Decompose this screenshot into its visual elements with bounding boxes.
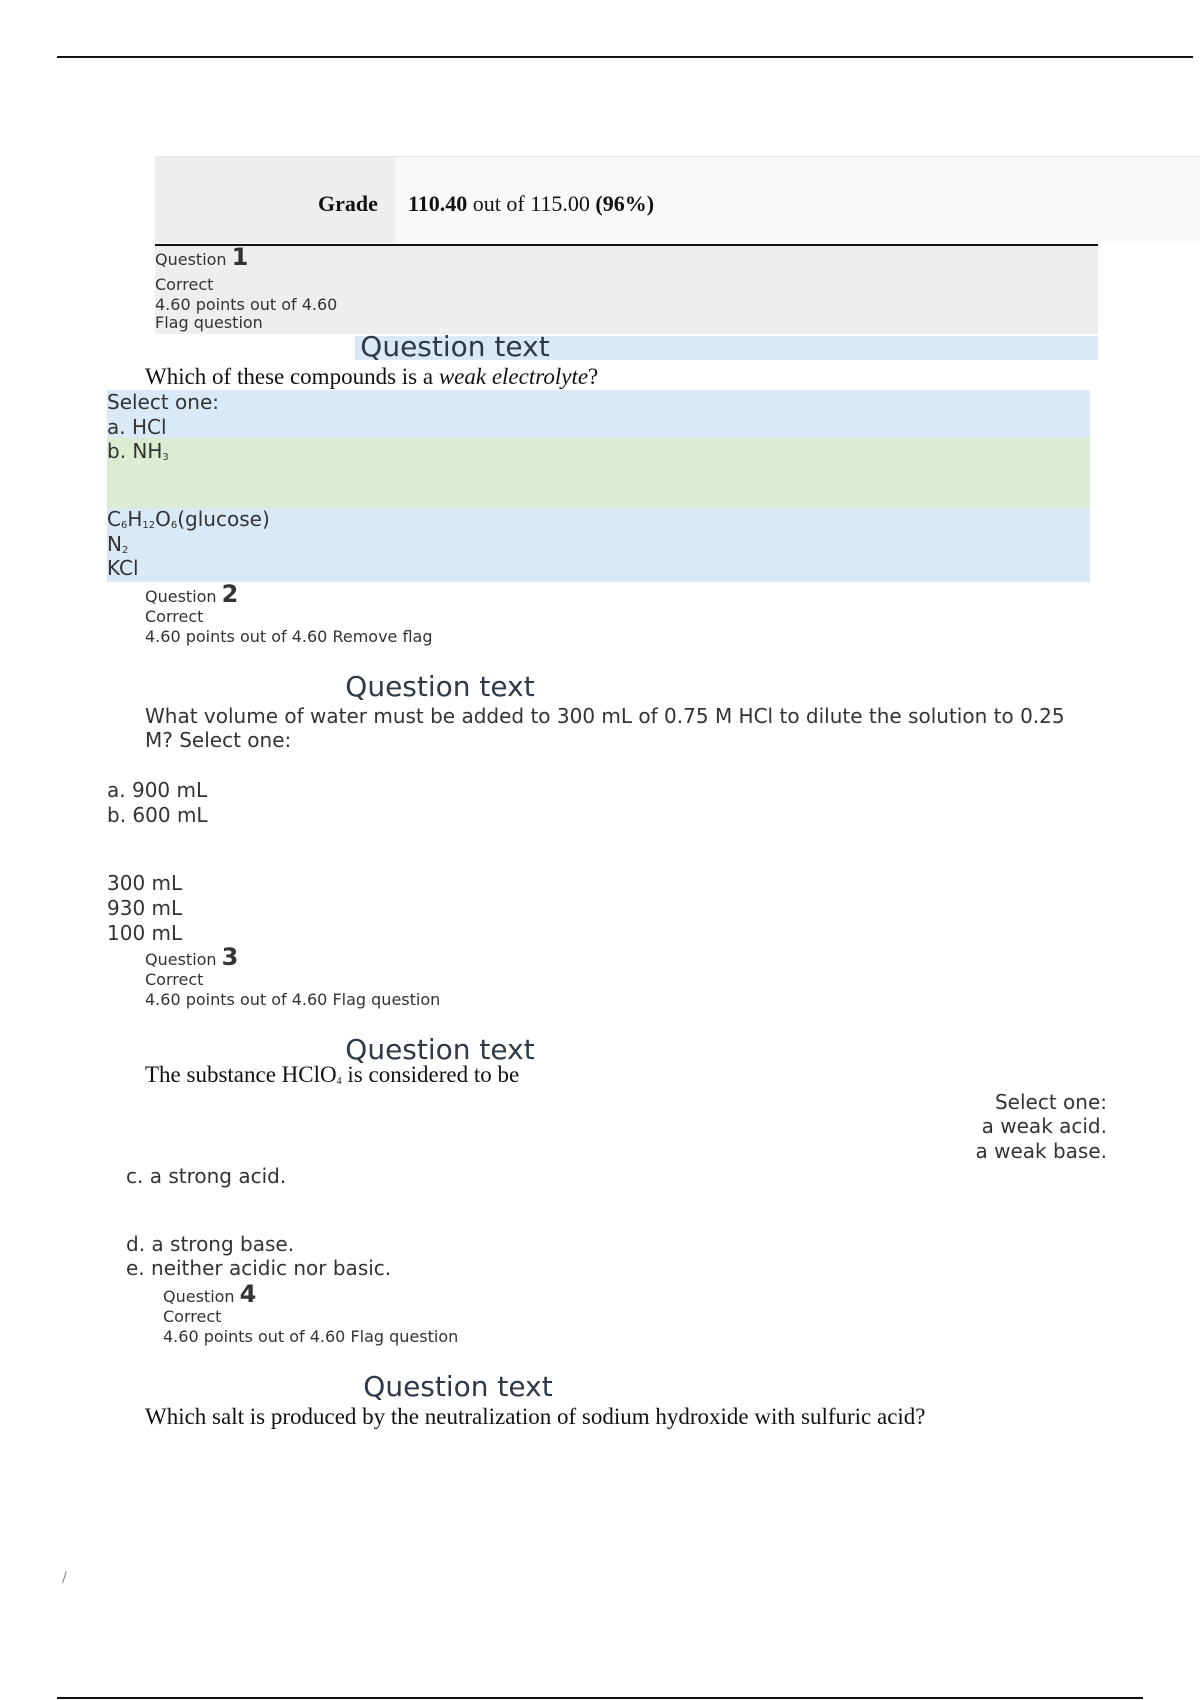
grade-value-line (408, 191, 654, 217)
q1-option-e[interactable]: KCl (107, 556, 139, 580)
q1-option-b-label: b. NH (107, 439, 163, 463)
grade-label: Grade (318, 191, 378, 216)
bottom-rule (57, 1697, 1143, 1699)
q2-option-a[interactable]: a. 900 mL (107, 778, 208, 802)
grade-value: 110.40 (408, 191, 468, 216)
q3-select-prompt: Select one: (994, 1090, 1107, 1114)
q2-option-e[interactable]: 100 mL (107, 921, 183, 945)
q4-heading: Question text (363, 1370, 553, 1403)
q2-mark[interactable]: 4.60 points out of 4.60 Remove flag (145, 627, 433, 646)
q1-option-c-el2: H (127, 507, 143, 531)
q1-text-prefix: Which of these compounds is a (145, 364, 434, 389)
q2-question-word: Question (145, 587, 217, 606)
q2-option-b[interactable]: b. 600 mL (107, 803, 208, 827)
q3-text-suffix: is considered to be (341, 1062, 520, 1087)
q3-state: Correct (145, 970, 204, 989)
q3-info (145, 943, 441, 1010)
q4-text: Which salt is produced by the neutralization of sodium hydroxide with sulfuric acid? (145, 1404, 926, 1429)
q3-option-e[interactable]: e. neither acidic nor basic. (126, 1256, 392, 1280)
q3-option-b[interactable]: a weak base. (975, 1139, 1107, 1163)
q1-state: Correct (155, 275, 214, 294)
q1-option-c-name: (glucose) (177, 507, 270, 531)
q1-info-panel (155, 243, 1098, 334)
q2-option-d[interactable]: 930 mL (107, 896, 183, 920)
q3-option-c[interactable]: c. a strong acid. (126, 1164, 287, 1188)
q4-state: Correct (163, 1307, 222, 1326)
q3-heading: Question text (345, 1033, 535, 1066)
q2-heading: Question text (345, 670, 535, 703)
q3-option-a[interactable]: a weak acid. (981, 1114, 1107, 1138)
grade-out-of: out of 115.00 (472, 191, 590, 216)
q4-mark[interactable]: 4.60 points out of 4.60 Flag question (163, 1327, 459, 1346)
q1-text-emph: weak electrolyte (438, 364, 589, 389)
q2-state: Correct (145, 607, 204, 626)
q3-option-d[interactable]: d. a strong base. (126, 1232, 295, 1256)
q2-info (145, 580, 433, 647)
q1-correct-answer-highlight (107, 438, 1090, 508)
q4-question-word: Question (163, 1287, 235, 1306)
q1-number: 1 (231, 243, 249, 271)
q2-number: 2 (221, 580, 239, 608)
q1-option-c-el1: C (107, 507, 121, 531)
grade-summary (155, 156, 1200, 243)
q1-option-b[interactable] (107, 439, 169, 470)
q1-question-word: Question (155, 250, 227, 269)
q3-text-prefix: The substance HClO (145, 1062, 337, 1087)
q1-option-c-sub1: 6 (120, 520, 128, 531)
q4-number: 4 (239, 1280, 257, 1308)
q1-option-c-sub3: 6 (170, 520, 178, 531)
q1-flag-link[interactable]: Flag question (155, 313, 263, 332)
q1-option-c-sub2: 12 (142, 520, 156, 531)
q1-mark: 4.60 points out of 4.60 (155, 295, 338, 314)
q3-mark[interactable]: 4.60 points out of 4.60 Flag question (145, 990, 441, 1009)
q1-option-c-el3: O (155, 507, 171, 531)
q1-select-prompt: Select one: (107, 390, 220, 414)
top-rule (57, 56, 1193, 58)
q1-text-suffix: ? (588, 364, 599, 389)
q1-answer-area-top (107, 390, 1090, 438)
q2-option-c[interactable]: 300 mL (107, 871, 183, 895)
grade-percent: (96%) (595, 191, 655, 216)
q1-option-a[interactable]: a. HCl (107, 415, 167, 439)
q1-option-d-sub: 2 (121, 545, 129, 556)
q1-option-c[interactable] (107, 507, 270, 538)
footer-mark: / (62, 1570, 67, 1586)
q1-option-d-label: N (107, 532, 122, 556)
q1-text (145, 364, 598, 390)
q3-number: 3 (221, 943, 239, 971)
q3-text-sub: 4 (336, 1076, 342, 1087)
q3-text (145, 1062, 519, 1088)
q1-heading: Question text (360, 330, 550, 363)
q2-text: What volume of water must be added to 300 mL of 0.75 M HCl to dilute the solution to 0.25 M? Select one: (145, 704, 1065, 752)
q3-question-word: Question (145, 950, 217, 969)
q1-option-b-sub: 3 (162, 452, 169, 463)
q4-info (163, 1280, 459, 1347)
